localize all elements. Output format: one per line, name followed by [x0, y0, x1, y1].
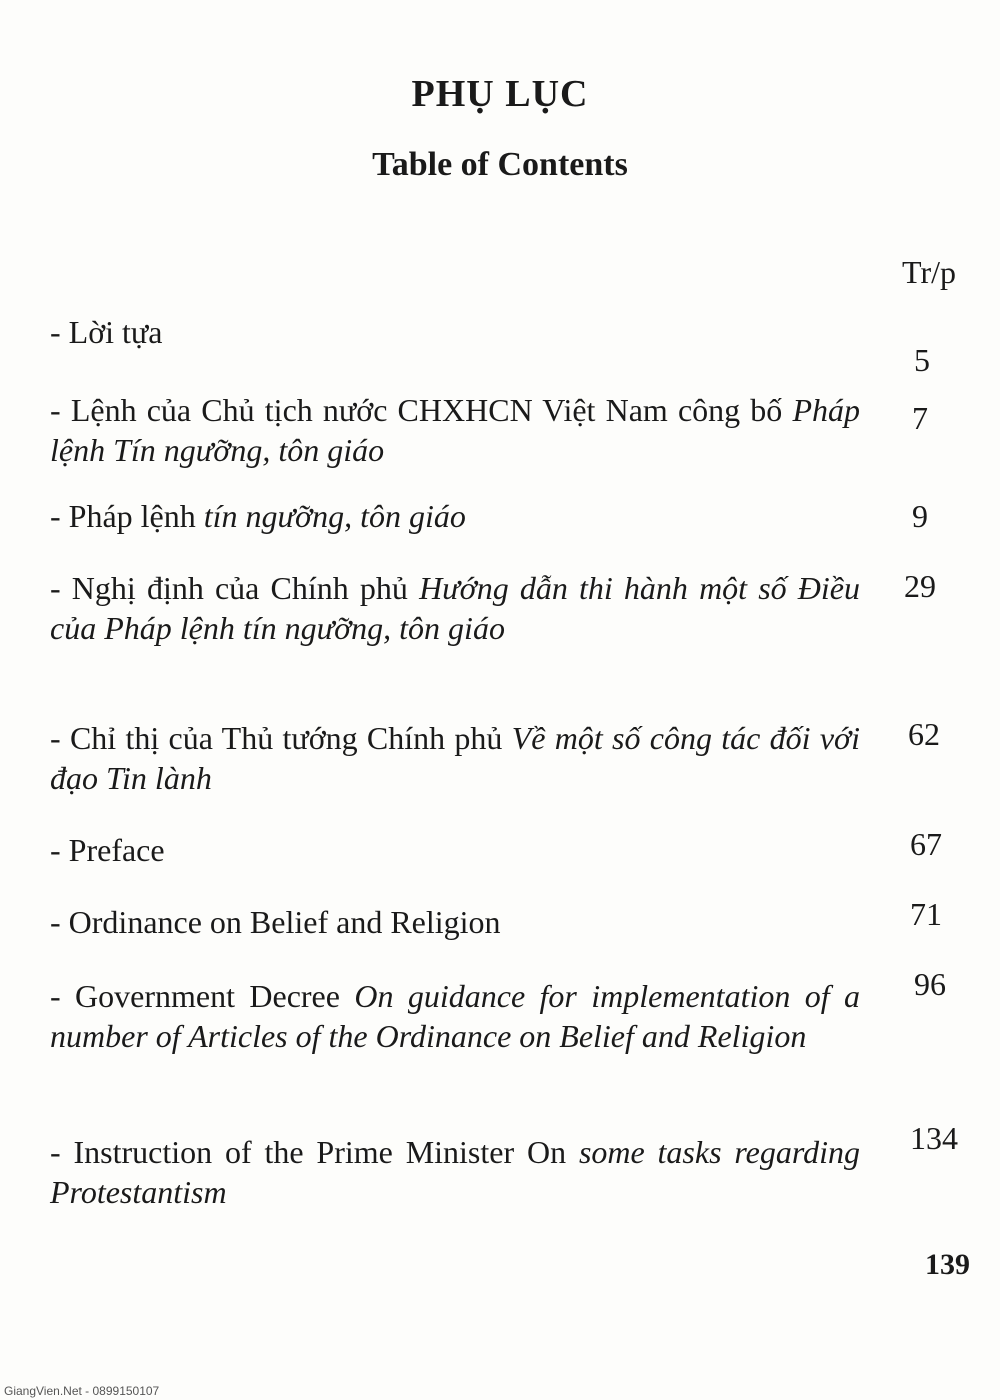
toc-entry-page: 29: [904, 568, 936, 604]
toc-entry-italic-title: On guidance for implementation of a number of Articles of the Ordinance on Belief and Religion: [50, 978, 861, 1054]
toc-entry-text: [50, 496, 860, 536]
toc-entry-text: [50, 902, 860, 942]
toc-entry[interactable]: [50, 902, 860, 942]
toc-entry-title: - Pháp lệnh: [50, 498, 204, 534]
toc-entry-text: [50, 312, 860, 352]
toc-entry-italic-title: Về một số công tác đối với đạo Tin lành: [50, 720, 861, 796]
toc-entry[interactable]: [50, 496, 860, 536]
toc-entry-text: [50, 1132, 860, 1212]
toc-entry-italic-title: Hướng dẫn thi hành một số Điều của Pháp lệnh tín ngưỡng, tôn giáo: [50, 570, 861, 646]
toc-entry-title: - Lời tựa: [50, 314, 163, 350]
toc-entry-page: 7: [912, 400, 928, 436]
toc-entry-text: [50, 976, 860, 1056]
toc-entry-page: 134: [910, 1120, 958, 1156]
watermark-text: GiangVien.Net - 0899150107: [4, 1384, 160, 1398]
toc-entry-italic-title: Pháp lệnh Tín ngưỡng, tôn giáo: [50, 392, 860, 468]
page-number: 139: [925, 1248, 970, 1281]
toc-entry-page: 71: [910, 896, 942, 932]
toc-entry[interactable]: [50, 390, 860, 470]
toc-entry[interactable]: [50, 568, 860, 648]
toc-entry-italic-title: some tasks regarding Protestantism: [50, 1134, 861, 1210]
toc-entry-title: - Government Decree: [50, 978, 355, 1014]
toc-entry-title: - Preface: [50, 832, 165, 868]
toc-entry-title: - Nghị định của Chính phủ: [50, 570, 420, 606]
toc-entry-title: - Ordinance on Belief and Religion: [50, 904, 501, 940]
toc-entry-text: [50, 390, 860, 470]
toc-entry[interactable]: [50, 312, 860, 352]
toc-entry-title: - Lệnh của Chủ tịch nước CHXHCN Việt Nam công bố: [50, 392, 793, 428]
table-of-contents-heading: Table of Contents: [372, 146, 628, 183]
toc-entry-page: 96: [914, 966, 946, 1002]
toc-entry-page: 67: [910, 826, 942, 862]
toc-entry-page: 9: [912, 498, 928, 534]
toc-entry-page: 5: [914, 342, 930, 378]
toc-entry-italic-title: tín ngưỡng, tôn giáo: [203, 498, 466, 534]
appendix-title: PHỤ LỤC: [411, 73, 589, 115]
page-column-label: Tr/p: [902, 254, 956, 290]
toc-entry-page: 62: [908, 716, 940, 752]
toc-entry[interactable]: [50, 1132, 860, 1212]
toc-entry-title: - Instruction of the Prime Minister On: [50, 1134, 579, 1170]
toc-entry-title: - Chỉ thị của Thủ tướng Chính phủ: [50, 720, 512, 756]
toc-entry[interactable]: [50, 830, 860, 870]
toc-entry[interactable]: [50, 718, 860, 798]
toc-entry-text: [50, 718, 860, 798]
toc-entry-text: [50, 568, 860, 648]
toc-entry-text: [50, 830, 860, 870]
toc-entry[interactable]: [50, 976, 860, 1056]
